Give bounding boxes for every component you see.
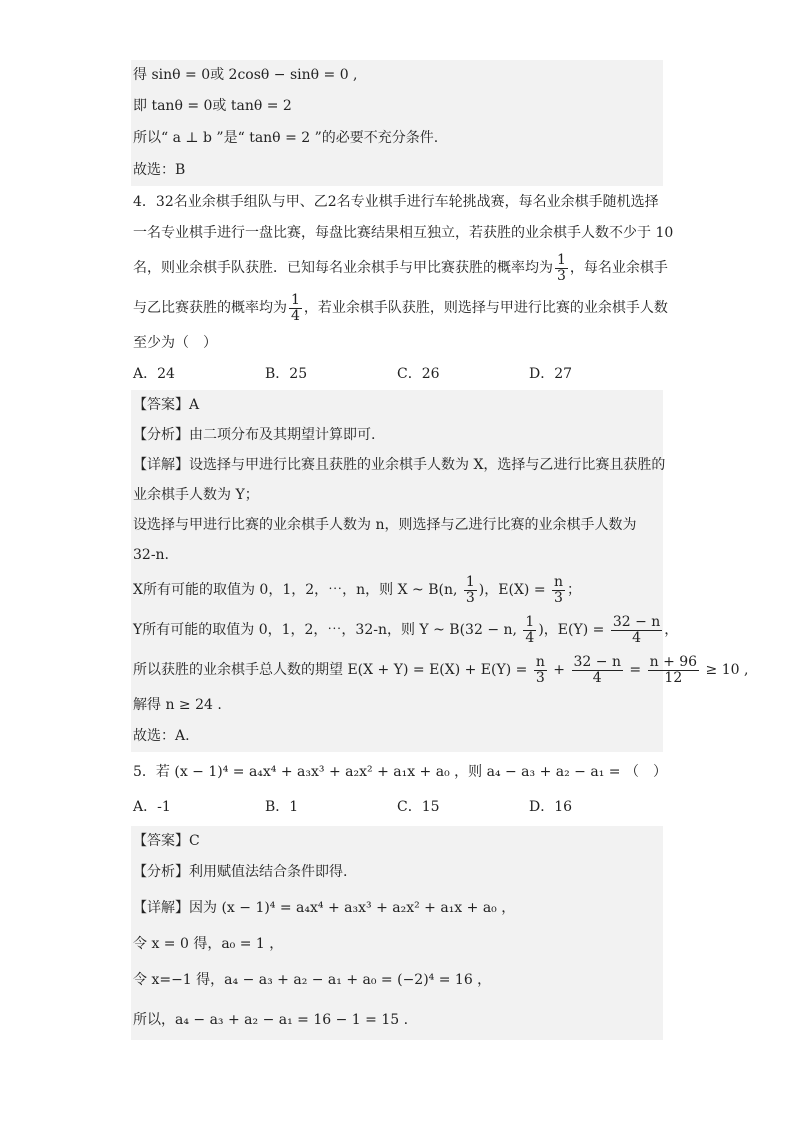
question-4-stem: 一名专业棋手进行一盘比赛，每盘比赛结果相互独立，若获胜的业余棋手人数不少于 10 (133, 225, 674, 241)
question-4-options (131, 358, 663, 390)
option-a: A．-1 (133, 799, 171, 815)
fraction: $\frac{n}{3}$ (554, 573, 564, 606)
question-5-options (131, 792, 663, 822)
option-d: D．27 (529, 366, 573, 382)
detail-line: 32-n. (131, 540, 663, 570)
answer-line: 【答案】A (131, 390, 663, 420)
solution-line: 得 sinθ = 0或 2cosθ − sinθ = 0 , (131, 60, 663, 90)
fraction: $\frac{32 - n}{4}$ (612, 613, 661, 646)
fraction: $\frac{n + 96}{12}$ (649, 653, 698, 686)
question-5-stem: 5．若 (x − 1)⁴ = a₄x⁴ + a₃x³ + a₂x² + a₁x + a₀ ，则 a₄ − a₃ + a₂ − a₁ = （ ） (133, 764, 667, 780)
content-column (131, 60, 749, 1040)
detail-line: X所有可能的取值为 0，1，2，⋯，n，则 X ~ B(n, $\frac{1}{3}$ )，E(X) = $\frac{n}{3}$ ； (131, 570, 663, 610)
option-b: B．25 (265, 366, 308, 382)
detail-line: 解得 n ≥ 24 . (131, 690, 663, 720)
question-4-stem: 4．32名业余棋手组队与甲、乙2名专业棋手进行车轮挑战赛，每名业余棋手随机选择 (133, 194, 659, 210)
detail-line: 所以，a₄ − a₃ + a₂ − a₁ = 16 − 1 = 15 . (131, 1000, 663, 1040)
option-a: A．24 (133, 366, 175, 382)
option-c: C．15 (397, 799, 440, 815)
option-b: B．1 (265, 799, 299, 815)
detail-line: 令 x=−1 得，a₄ − a₃ + a₂ − a₁ + a₀ = (−2)⁴ = 16 ， (131, 960, 663, 1000)
detail-line: 所以获胜的业余棋手总人数的期望 E(X + Y) = E(X) + E(Y) = $\frac{n}{3}$ + $\frac{32 - n}{4}$ = $\frac{n + 96}{12}$ ≥ 10 , (131, 650, 663, 690)
detail-line: 【详解】设选择与甲进行比赛且获胜的业余棋手人数为 X，选择与乙进行比赛且获胜的 (131, 450, 663, 480)
fraction: $\frac{n}{3}$ (535, 653, 545, 686)
detail-line: 【详解】因为 (x − 1)⁴ = a₄x⁴ + a₃x³ + a₂x² + a₁x + a₀ ， (131, 888, 663, 928)
solution-line: 所以“ a ⊥ b ”是“ tanθ = 2 ”的必要不充分条件. (131, 122, 663, 154)
detail-line: 设选择与甲进行比赛的业余棋手人数为 n，则选择与乙进行比赛的业余棋手人数为 (131, 510, 663, 540)
detail-line: 故选：A. (131, 720, 663, 752)
question-4-stem: 至少为（ ） (133, 335, 217, 351)
fraction: $\frac{1}{3}$ (465, 573, 475, 606)
detail-line: 业余棋手人数为 Y； (131, 480, 663, 510)
fraction: $\frac{1}{3}$ (557, 251, 566, 284)
fraction: $\frac{1}{4}$ (525, 613, 535, 646)
question-4-stem: 名，则业余棋手队获胜．已知每名业余棋手与甲比赛获胜的概率均为 $\frac{1}{3}$ ，每名业余棋手 (133, 251, 668, 284)
question-4-stem: 与乙比赛获胜的概率均为 $\frac{1}{4}$ ，若业余棋手队获胜，则选择与甲进行比赛的业余棋手人数 (133, 291, 668, 324)
analysis-line: 【分析】由二项分布及其期望计算即可. (131, 420, 663, 450)
option-c: C．26 (397, 366, 440, 382)
option-d: D．16 (529, 799, 573, 815)
detail-line: Y所有可能的取值为 0，1，2，⋯，32-n，则 Y ~ B(32 − n, $\frac{1}{4}$ )，E(Y) = $\frac{32 - n}{4}$ ， (131, 610, 663, 650)
solution-line: 故选：B (131, 154, 663, 186)
solution-line: 即 tanθ = 0或 tanθ = 2 (131, 90, 663, 122)
detail-line: 令 x = 0 得，a₀ = 1 ， (131, 928, 663, 960)
analysis-line: 【分析】利用赋值法结合条件即得. (131, 856, 663, 888)
fraction: $\frac{32 - n}{4}$ (573, 653, 621, 686)
answer-line: 【答案】C (131, 826, 663, 856)
fraction: $\frac{1}{4}$ (291, 291, 300, 324)
